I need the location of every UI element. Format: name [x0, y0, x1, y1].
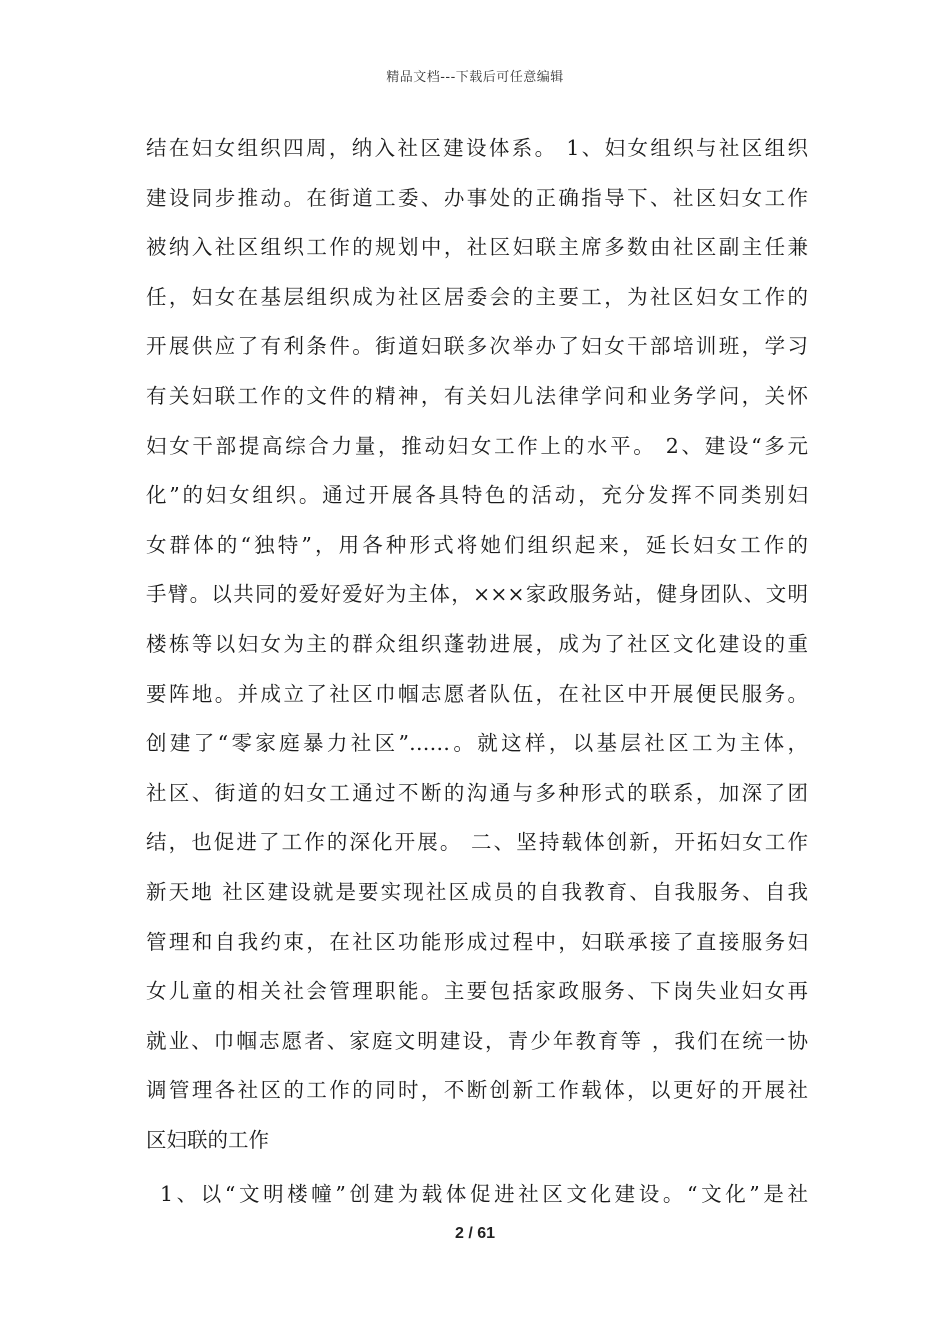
page-number: 2 / 61	[454, 1225, 496, 1242]
body-line-18: 女儿童的相关社会管理职能。主要包括家政服务、下岗失业妇女再	[146, 979, 808, 1004]
body-line-4: 任，妇女在基层组织成为社区居委会的主要工，为社区妇女工作的	[146, 284, 808, 309]
page-header: 精品文档---下载后可任意编辑	[386, 70, 564, 85]
body-line-9: 女群体的“独特”，用各种形式将她们组织起来，延长妇女工作的	[146, 532, 808, 557]
body-line-1: 结在妇女组织四周，纳入社区建设体系。 1、妇女组织与社区组织	[146, 136, 808, 160]
body-line-20: 调管理各社区的工作的同时，不断创新工作载体，以更好的开展社	[146, 1078, 808, 1103]
body-line-14: 社区、街道的妇女工通过不断的沟通与多种形式的联系，加深了团	[146, 780, 808, 805]
body-line-17: 管理和自我约束，在社区功能形成过程中，妇联承接了直接服务妇	[146, 929, 808, 954]
body-line-7: 妇女干部提高综合力量，推动妇女工作上的水平。 2、建设“多元	[146, 433, 808, 458]
body-line-5: 开展供应了有利条件。街道妇联多次举办了妇女干部培训班，学习	[146, 334, 808, 359]
body-line-8: 化”的妇女组织。通过开展各具特色的活动，充分发挥不同类别妇	[146, 483, 808, 508]
body-line-15: 结，也促进了工作的深化开展。 二、坚持载体创新，开拓妇女工作	[146, 830, 808, 855]
body-line-6: 有关妇联工作的文件的精神，有关妇儿法律学问和业务学问，关怀	[146, 383, 808, 408]
body-line-10: 手臂。以共同的爱好爱好为主体，×××家政服务站，健身团队、文明	[146, 582, 808, 607]
paragraph-2-line-1: 1、以“文明楼幢”创建为载体促进社区文化建设。“文化”是社	[160, 1182, 808, 1207]
body-line-19: 就业、巾帼志愿者、家庭文明建设，青少年教育等 ，我们在统一协	[146, 1028, 808, 1053]
body-line-11: 楼栋等以妇女为主的群众组织蓬勃进展，成为了社区文化建设的重	[146, 631, 808, 656]
body-line-16: 新天地 社区建设就是要实现社区成员的自我教育、自我服务、自我	[146, 879, 808, 904]
body-line-2: 建设同步推动。在街道工委、办事处的正确指导下、社区妇女工作	[146, 185, 808, 210]
body-line-21: 区妇联的工作	[146, 1127, 269, 1152]
body-line-13: 创建了“零家庭暴力社区”……。就这样，以基层社区工为主体，	[146, 731, 808, 756]
body-line-12: 要阵地。并成立了社区巾帼志愿者队伍，在社区中开展便民服务。	[146, 681, 808, 706]
document-body	[146, 124, 808, 1220]
body-line-3: 被纳入社区组织工作的规划中，社区妇联主席多数由社区副主任兼	[146, 235, 808, 260]
